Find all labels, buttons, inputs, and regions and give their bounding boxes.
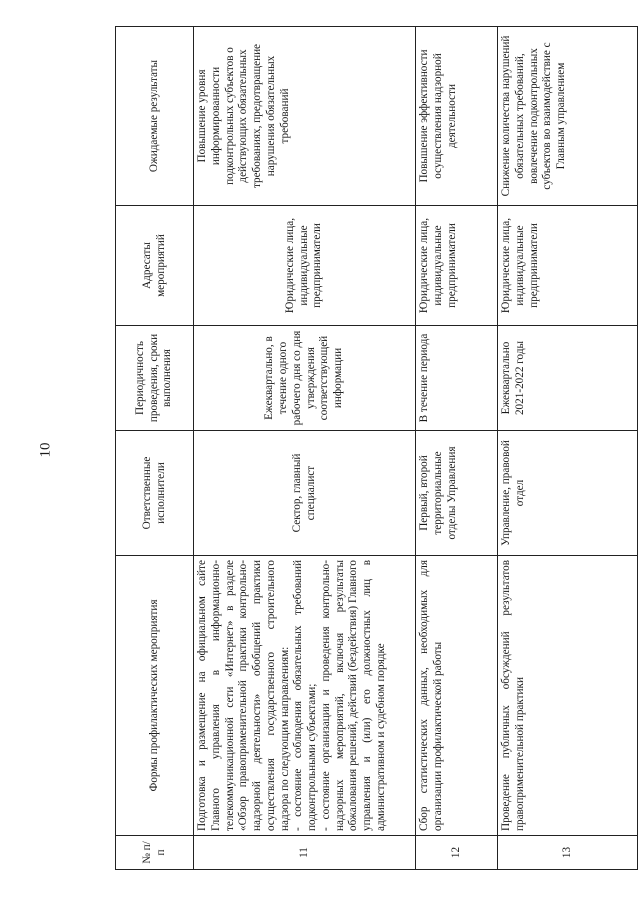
row-results: Снижение количества нарушений обязательных требований, вовлечение подконтрольных субъектов во взаимодействие с Главным управлением bbox=[498, 27, 638, 206]
row-periodicity: В течение периода bbox=[416, 326, 498, 431]
row-num: 13 bbox=[498, 836, 638, 870]
forms-paragraph: - состояние организации и проведения контрольно-надзорных мероприятий, включая результаты обжалования решений, действий (бездействия) Главного управления и (или) его должностных лиц в административном и судебном порядке bbox=[319, 560, 387, 831]
row-periodicity: Ежеквартально, в течение одного рабочего дня со дня утверждения соответствующей информации bbox=[194, 326, 416, 431]
row-responsible: Управление, правовой отдел bbox=[498, 431, 638, 556]
row-num: 11 bbox=[194, 836, 416, 870]
forms-paragraph: Сбор статистических данных, необходимых для организации профилактической работы bbox=[418, 560, 444, 831]
row-responsible: Первый, второй территориальные отделы Управления bbox=[416, 431, 498, 556]
row-forms bbox=[498, 556, 638, 836]
row-num: 12 bbox=[416, 836, 498, 870]
header-responsible: Ответственные исполнители bbox=[116, 431, 194, 556]
row-results: Повышение эффективности осуществления надзорной деятельности bbox=[416, 27, 498, 206]
row-periodicity: Ежеквартально 2021-2022 годы bbox=[498, 326, 638, 431]
row-addressees: Юридические лица, индивидуальные предприниматели bbox=[498, 206, 638, 326]
forms-paragraph: Проведение публичных обсуждений результатов правоприменительной практики bbox=[500, 560, 526, 831]
header-results: Ожидаемые результаты bbox=[116, 27, 194, 206]
table-row bbox=[498, 27, 638, 870]
header-addressees: Адресаты мероприятий bbox=[116, 206, 194, 326]
row-results: Повышение уровня информированности подконтрольных субъектов о действующих обязательных требованиях, предотвращение нарушения обязательных требований bbox=[194, 27, 416, 206]
table-row bbox=[416, 27, 498, 870]
row-forms bbox=[416, 556, 498, 836]
prevention-measures-table bbox=[115, 26, 638, 870]
page-number: 10 bbox=[37, 442, 54, 458]
rotated-table-wrapper bbox=[115, 27, 637, 870]
table-header-row bbox=[116, 27, 194, 870]
header-periodicity: Периодичность проведения, сроки выполнения bbox=[116, 326, 194, 431]
row-addressees: Юридические лица, индивидуальные предприниматели bbox=[416, 206, 498, 326]
forms-paragraph: - состояние соблюдения обязательных требований подконтрольными субъектами; bbox=[292, 560, 319, 831]
row-responsible: Сектор, главный специалист bbox=[194, 431, 416, 556]
forms-paragraph: Подготовка и размещение на официальном сайте Главного управления в информационно-телекоммуникационной сети «Интернет» в разделе «Обзор правоприменительной практики контрольно-надзорной деятельности» обобщений практики осуществления государственного строительного надзора по следующим направлениям: bbox=[196, 560, 291, 831]
table-row bbox=[194, 27, 416, 870]
row-forms bbox=[194, 556, 416, 836]
row-addressees: Юридические лица, индивидуальные предприниматели bbox=[194, 206, 416, 326]
header-num: № п/п bbox=[116, 836, 194, 870]
header-forms: Формы профилактических мероприятия bbox=[116, 556, 194, 836]
